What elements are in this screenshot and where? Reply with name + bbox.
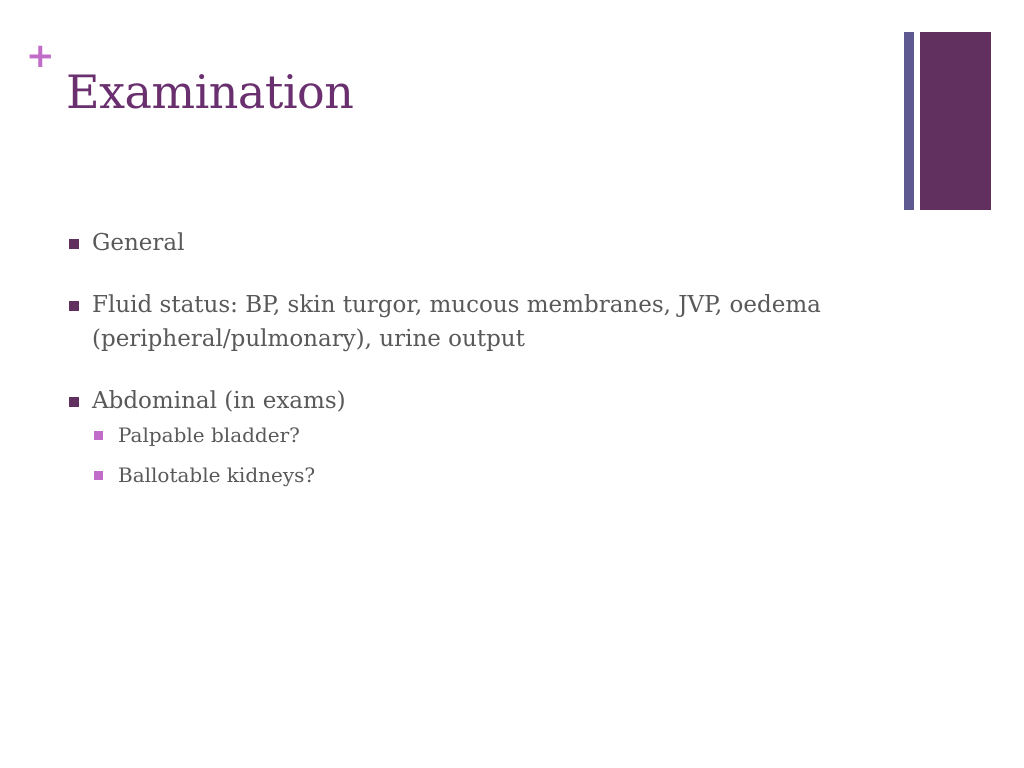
bullet-item (66, 288, 896, 356)
square-bullet-icon (69, 239, 79, 249)
bullet-item (66, 384, 896, 418)
sub-bullet-item (66, 420, 896, 450)
bullet-text: Fluid status: BP, skin turgor, mucous membranes, JVP, oedema (peripheral/pulmonary), urine output (92, 292, 821, 352)
square-bullet-icon (69, 397, 79, 407)
square-sub-bullet-icon (94, 471, 103, 480)
bullet-text: General (92, 230, 185, 256)
bullet-list (66, 226, 896, 500)
slide-title: Examination (66, 65, 354, 119)
sub-bullet-text: Ballotable kidneys? (118, 463, 316, 487)
bullet-text: Abdominal (in exams) (92, 388, 346, 414)
square-bullet-icon (69, 301, 79, 311)
plus-icon: + (26, 36, 55, 76)
accent-bar-wide (920, 32, 991, 210)
accent-bar-thin (904, 32, 914, 210)
square-sub-bullet-icon (94, 431, 103, 440)
sub-bullet-text: Palpable bladder? (118, 423, 300, 447)
bullet-item (66, 226, 896, 260)
sub-bullet-list (66, 420, 896, 490)
sub-bullet-item (66, 460, 896, 490)
